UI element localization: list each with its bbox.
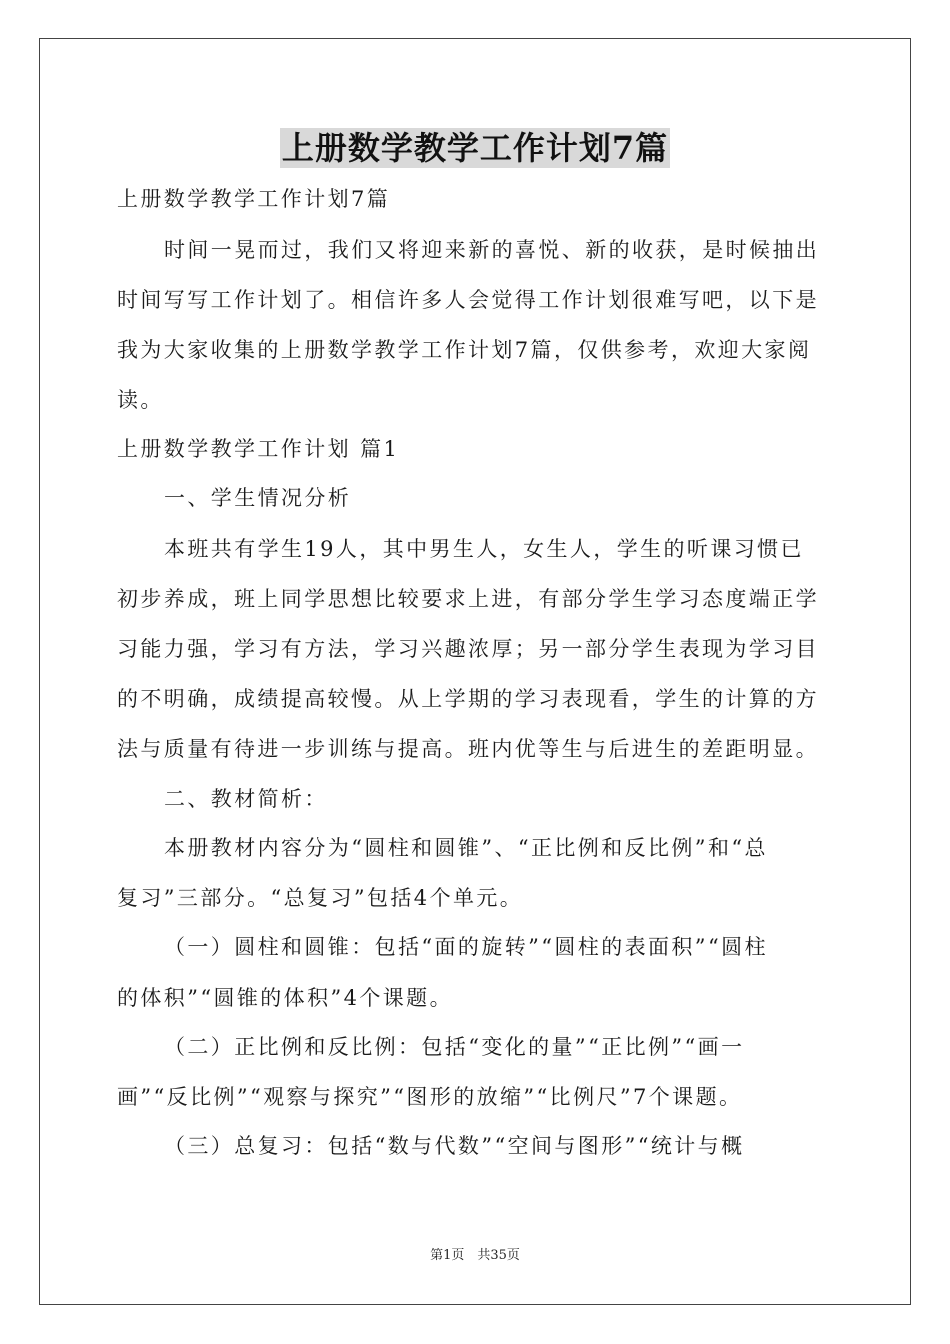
paragraph-line: 复习”三部分。“总复习”包括4个单元。 <box>117 886 524 910</box>
document-title: 上册数学教学工作计划7篇 <box>281 129 669 167</box>
paragraph-line: （三）总复习：包括“数与代数”“空间与图形”“统计与概 <box>164 1134 745 1158</box>
paragraph-line: 时间写写工作计划了。相信许多人会觉得工作计划很难写吧，以下是 <box>117 288 819 312</box>
subsection-heading: 一、学生情况分析 <box>164 486 352 510</box>
paragraph-line: 本册教材内容分为“圆柱和圆锥”、“正比例和反比例”和“总 <box>164 836 768 860</box>
paragraph-line: 初步养成，班上同学思想比较要求上进，有部分学生学习态度端正学 <box>117 587 819 611</box>
paragraph-line: 读。 <box>117 388 164 412</box>
paragraph-line: 画”“反比例”“观察与探究”“图形的放缩”“比例尺”7个课题。 <box>117 1085 743 1109</box>
section-heading: 上册数学教学工作计划 篇1 <box>117 437 400 461</box>
subsection-heading: 二、教材简析： <box>164 787 328 811</box>
page-footer: 第1页 共35页 <box>430 1248 520 1263</box>
title-wrap <box>0 128 950 168</box>
paragraph-line: （二）正比例和反比例：包括“变化的量”“正比例”“画一 <box>164 1035 745 1059</box>
paragraph-line: 的体积”“圆锥的体积”4个课题。 <box>117 986 453 1010</box>
subtitle-line: 上册数学教学工作计划7篇 <box>117 187 391 211</box>
paragraph-line: 本班共有学生19人，其中男生人，女生人，学生的听课习惯已 <box>164 537 804 561</box>
paragraph-line: 的不明确，成绩提高较慢。从上学期的学习表现看，学生的计算的方 <box>117 687 819 711</box>
paragraph-line: 我为大家收集的上册数学教学工作计划7篇，仅供参考，欢迎大家阅 <box>117 338 812 362</box>
page-border <box>39 38 911 1305</box>
paragraph-line: 习能力强，学习有方法，学习兴趣浓厚；另一部分学生表现为学习目 <box>117 637 819 661</box>
paragraph-line: （一）圆柱和圆锥：包括“面的旋转”“圆柱的表面积”“圆柱 <box>164 935 768 959</box>
paragraph-line: 法与质量有待进一步训练与提高。班内优等生与后进生的差距明显。 <box>117 737 819 761</box>
paragraph-line: 时间一晃而过，我们又将迎来新的喜悦、新的收获，是时候抽出 <box>164 238 820 262</box>
